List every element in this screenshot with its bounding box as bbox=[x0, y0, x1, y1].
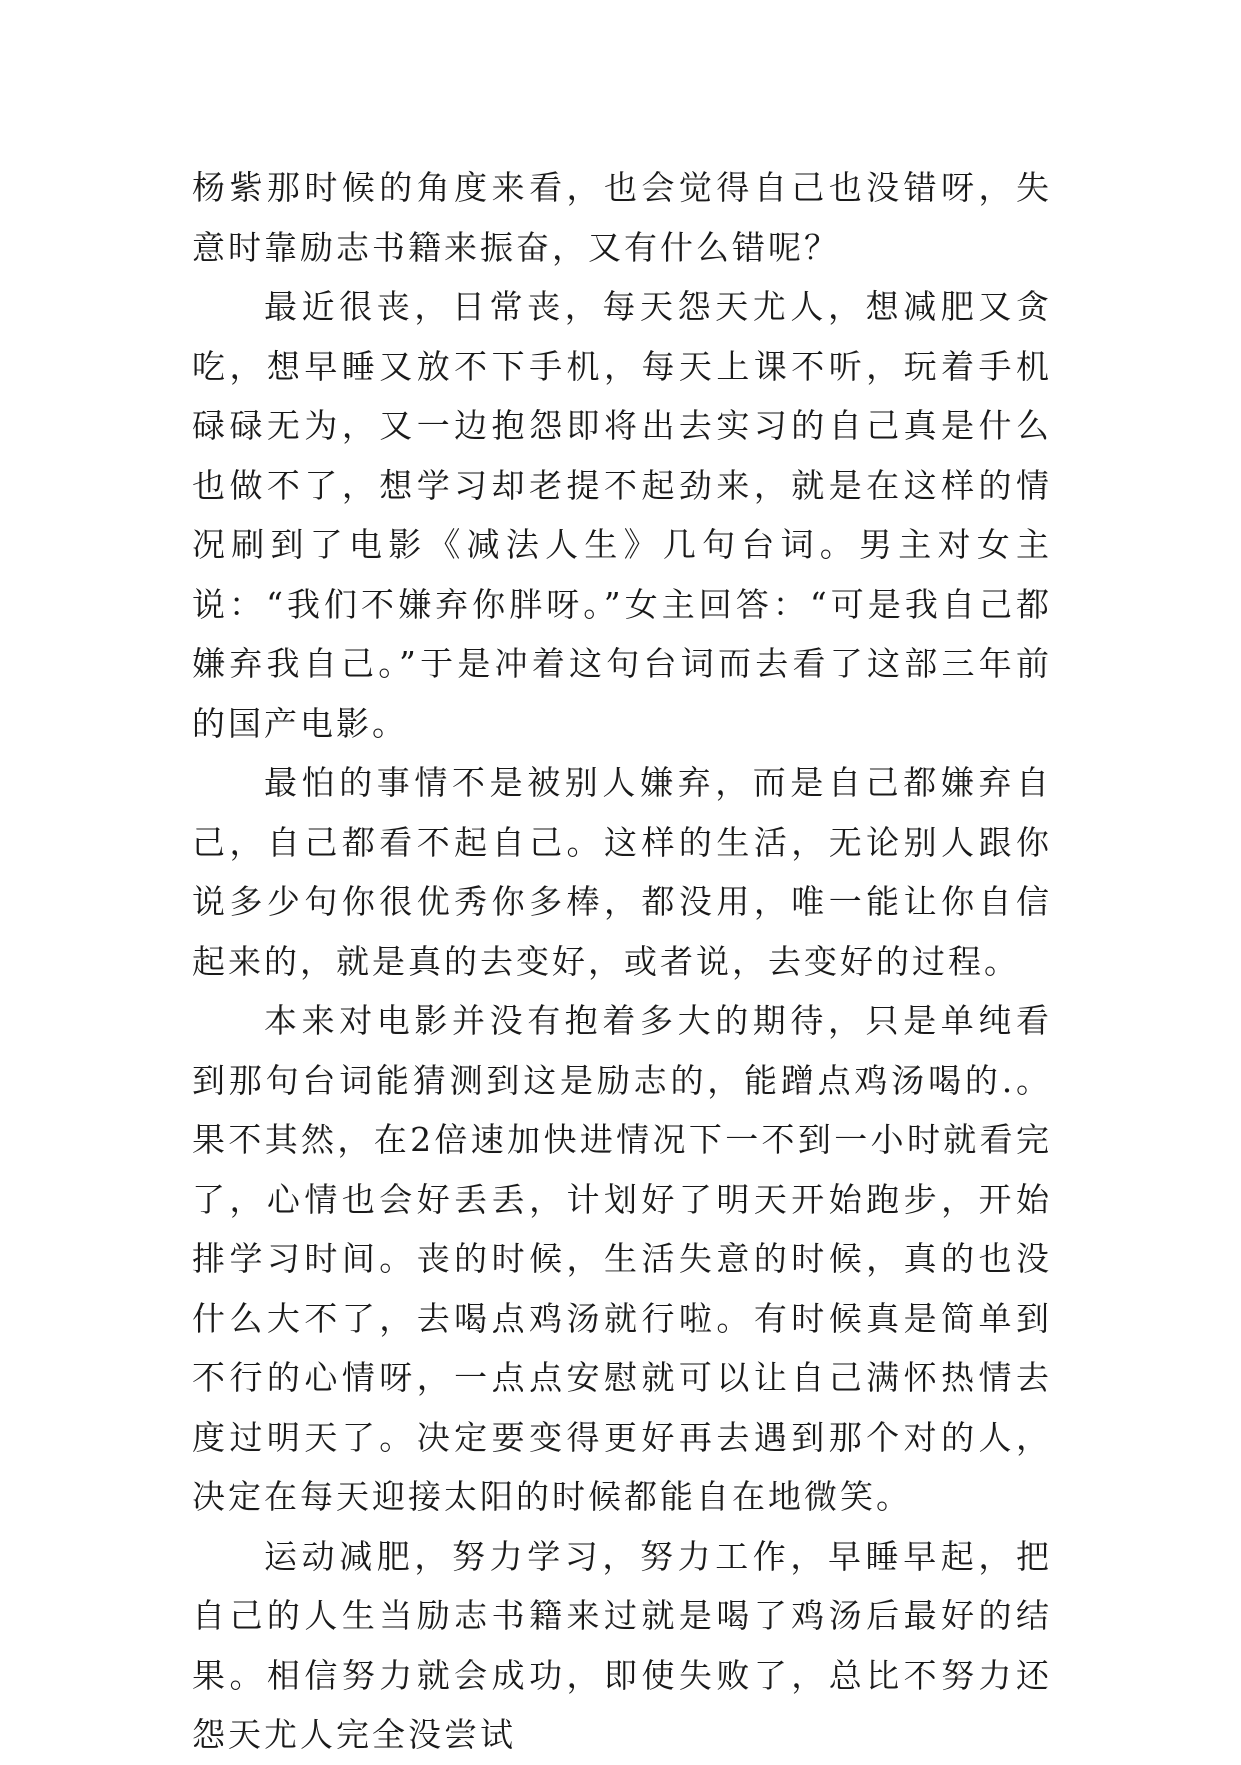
document-body bbox=[192, 158, 1052, 1765]
paragraph-1: 杨紫那时候的角度来看，也会觉得自己也没错呀，失意时靠励志书籍来振奋，又有什么错呢？ bbox=[192, 168, 1052, 267]
paragraph-4: 本来对电影并没有抱着多大的期待，只是单纯看到那句台词能猜测到这是励志的，能蹭点鸡汤喝的.。果不其然，在2倍速加快进情况下一不到一小时就看完了，心情也会好丢丢，计划好了明天开始跑步，开始排学习时间。丧的时候，生活失意的时候，真的也没什么大不了，去喝点鸡汤就行啦。有时候真是简单到不行的心情呀，一点点安慰就可以让自己满怀热情去度过明天了。决定要变得更好再去遇到那个对的人，决定在每天迎接太阳的时候都能自在地微笑。 bbox=[192, 1001, 1052, 1516]
paragraph-2: 最近很丧，日常丧，每天怨天尤人，想减肥又贪吃，想早睡又放不下手机，每天上课不听，玩着手机碌碌无为，又一边抱怨即将出去实习的自己真是什么也做不了，想学习却老提不起劲来，就是在这样的情况刷到了电影《减法人生》几句台词。男主对女主说：“我们不嫌弃你胖呀。”女主回答：“可是我自己都嫌弃我自己。”于是冲着这句台词而去看了这部三年前的国产电影。 bbox=[192, 287, 1052, 743]
paragraph-5: 运动减肥，努力学习，努力工作，早睡早起，把自己的人生当励志书籍来过就是喝了鸡汤后最好的结果。相信努力就会成功，即使失败了，总比不努力还怨天尤人完全没尝试 bbox=[192, 1536, 1052, 1754]
paragraph-3: 最怕的事情不是被别人嫌弃，而是自己都嫌弃自己，自己都看不起自己。这样的生活，无论别人跟你说多少句你很优秀你多棒，都没用，唯一能让你自信起来的，就是真的去变好，或者说，去变好的过程。 bbox=[192, 763, 1052, 981]
